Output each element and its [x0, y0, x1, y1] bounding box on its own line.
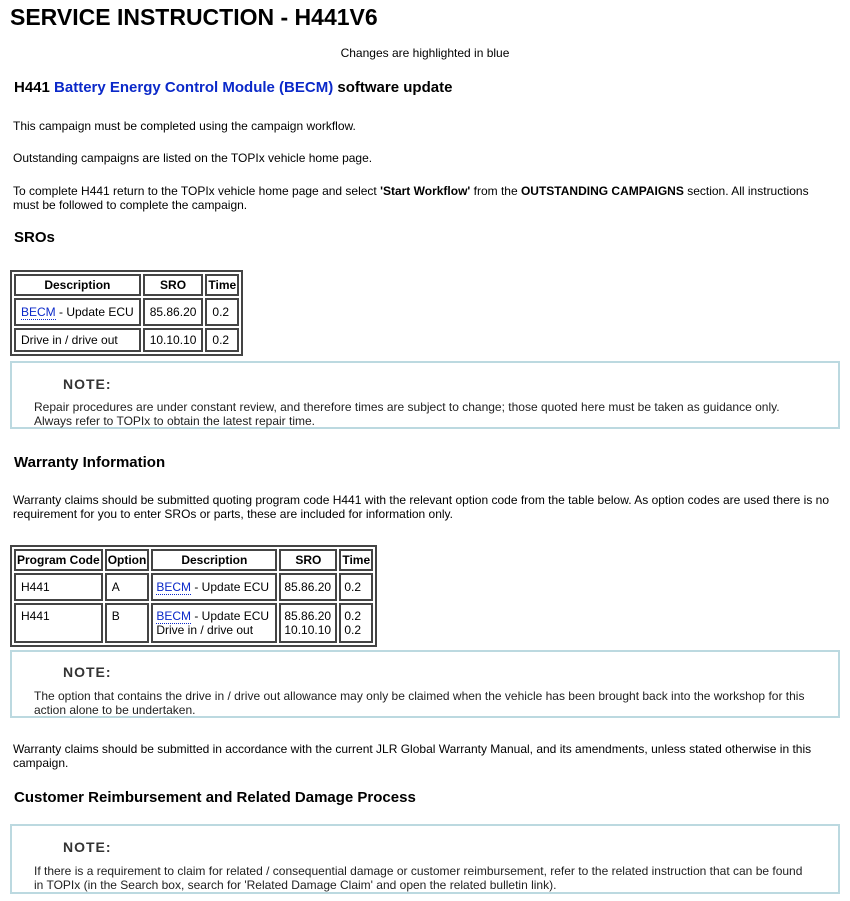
col-program-code: Program Code: [14, 549, 103, 571]
warranty-table: [10, 545, 377, 647]
table-row: [14, 298, 239, 326]
col-time: Time: [205, 274, 239, 296]
row-sro: 10.10.10: [143, 328, 204, 352]
outstanding-campaigns-text: OUTSTANDING CAMPAIGNS: [520, 184, 684, 198]
row-description: Drive in / drive out: [14, 328, 141, 352]
table-row: [14, 573, 373, 601]
row-time: 0.2 0.2: [339, 603, 373, 643]
note-box-drive-in-out: [10, 650, 840, 718]
warranty-text: Warranty claims should be submitted quoting program code H441 with the relevant option code from the table below. As option codes are used there is no requirement for you to enter SROs or parts, these are included for information only.: [13, 493, 830, 521]
note-title: NOTE:: [63, 376, 112, 392]
note-box-related-damage: [10, 824, 840, 894]
col-description: Description: [14, 274, 141, 296]
warranty-manual-text: Warranty claims should be submitted in accordance with the current JLR Global Warranty Manual, and its amendments, unless stated otherwise in this campaign.: [13, 742, 812, 770]
note-body: Repair procedures are under constant review, and therefore times are subject to change; those quoted here must be taken as guidance only. Always refer to TOPIx to obtain the latest repair time.: [34, 400, 780, 428]
col-description: Description: [151, 549, 277, 571]
col-sro: SRO: [279, 549, 337, 571]
row-program: H441: [14, 573, 103, 601]
heading-highlight: Battery Energy Control Module (BECM): [54, 79, 334, 96]
row-description: BECM - Update ECU: [14, 298, 141, 326]
table-header-row: [14, 274, 239, 296]
row-time: 0.2: [205, 298, 239, 326]
reimbursement-heading: Customer Reimbursement and Related Damage Process: [14, 789, 416, 806]
heading-prefix: H441: [14, 79, 50, 96]
table-row: [14, 328, 239, 352]
row-sro: 85.86.20: [279, 573, 337, 601]
col-time: Time: [339, 549, 373, 571]
sros-heading: SROs: [14, 229, 55, 246]
col-sro: SRO: [143, 274, 204, 296]
table-row: [14, 603, 373, 643]
row-program: H441: [14, 603, 103, 643]
changes-note: Changes are highlighted in blue: [340, 46, 510, 60]
row-sro: 85.86.20 10.10.10: [279, 603, 337, 643]
row-option: A: [105, 573, 150, 601]
intro-paragraph-1: This campaign must be completed using the campaign workflow.: [13, 119, 356, 133]
warranty-heading: Warranty Information: [14, 454, 166, 471]
sros-table: [10, 270, 243, 356]
becm-abbr[interactable]: BECM: [156, 609, 192, 623]
row-time: 0.2: [339, 573, 373, 601]
row-sro: 85.86.20: [143, 298, 204, 326]
row-option: B: [105, 603, 150, 643]
intro-paragraph-2: Outstanding campaigns are listed on the TOPIx vehicle home page.: [13, 151, 373, 165]
campaign-heading: [14, 79, 452, 96]
page-title: SERVICE INSTRUCTION - H441V6: [10, 4, 378, 30]
row-time: 0.2: [205, 328, 239, 352]
col-option: Option: [105, 549, 150, 571]
becm-abbr[interactable]: BECM: [21, 305, 56, 319]
row-description: BECM - Update ECU: [151, 573, 277, 601]
note-body: If there is a requirement to claim for related / consequential damage or customer reimbursement, refer to the related instruction that can be found in TOPIx (in the Search box, search for 'Related Damage Claim' and open the related bulletin link).: [34, 864, 803, 892]
note-box-repair-times: [10, 361, 840, 429]
intro-paragraph-3: To complete H441 return to the TOPIx vehicle home page and select 'Start Workflow' from the OUTSTANDING CAMPAIGNS section. All instructions must be followed to complete the campaign.: [13, 184, 809, 212]
note-title: NOTE:: [63, 839, 112, 855]
note-body: The option that contains the drive in / drive out allowance may only be claimed when the vehicle has been brought back into the workshop for this action alone to be undertaken.: [34, 689, 805, 717]
start-workflow-text: 'Start Workflow': [380, 184, 471, 198]
note-title: NOTE:: [63, 664, 112, 680]
becm-abbr[interactable]: BECM: [156, 580, 192, 594]
heading-suffix: software update: [337, 79, 453, 96]
row-description: BECM - Update ECU Drive in / drive out: [151, 603, 277, 643]
table-header-row: [14, 549, 373, 571]
